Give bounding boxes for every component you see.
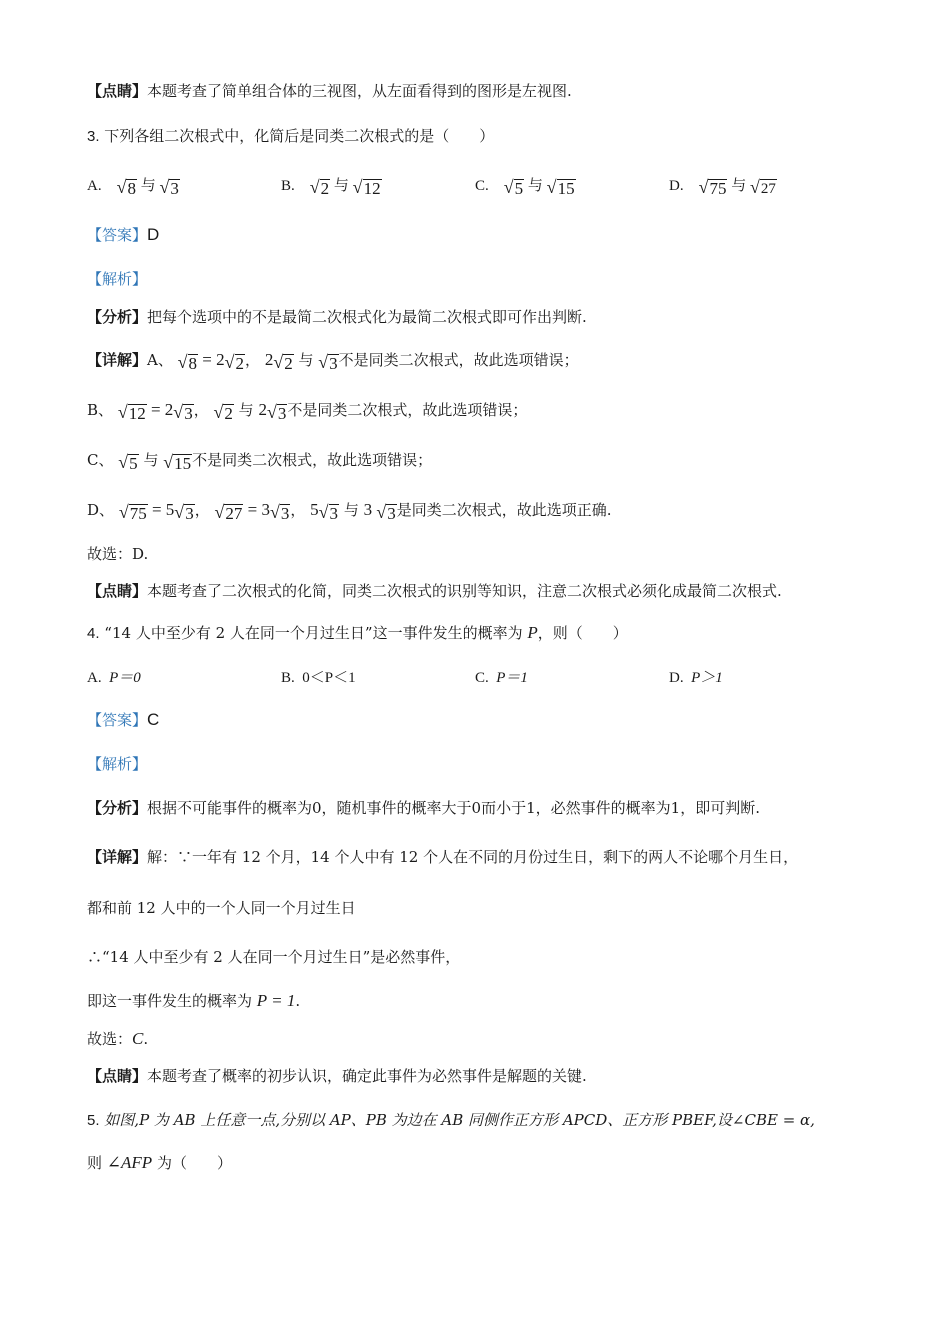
- note-tag: 【点睛】: [87, 82, 148, 100]
- question-number: 3.: [87, 128, 100, 145]
- q4-option-b: B. 0＜P＜1: [281, 670, 356, 686]
- q4-stem: 4. “14 人中至少有 2 人在同一个月过生日”这一事件发生的概率为 P，则（ ）: [87, 623, 628, 642]
- q3-option-b: B. √ 2 与 √ 12: [281, 177, 381, 198]
- q3-detail-d: D、 √ 75 = 5 √ 3 ， √ 27 = 3 √ 3 ， 5 √ 3 与 3 √ 3 是同类二次根式，故此选项正确.: [87, 500, 612, 523]
- q3-option-d: D. √ 75 与 √ 27: [669, 177, 776, 198]
- sqrt: √ 8: [116, 177, 136, 198]
- q4-fenxi: 【分析】根据不可能事件的概率为0，随机事件的概率大于0而小于1，必然事件的概率为1，即可判断.: [87, 799, 760, 817]
- q3-note: 【点睛】本题考查了二次根式的化简，同类二次根式的识别等知识，注意二次根式必须化成最简二次根式.: [87, 582, 782, 600]
- q5-stem-line2: 则 ∠AFP 为（ ）: [87, 1153, 232, 1172]
- q3-answer: [87, 224, 910, 246]
- q5-stem-line1: 5. 如图,P 为 AB 上任意一点,分别以 AP、PB 为边在 AB 同侧作正方形 APCD、正方形 PBEF,设∠CBE = α,: [87, 1111, 815, 1129]
- answer-value: D: [147, 225, 160, 244]
- q4-option-c: C. P＝1: [475, 670, 528, 686]
- q4-analysis-tag: 【解析】: [87, 755, 148, 773]
- q3-analysis-tag: 【解析】: [87, 270, 148, 288]
- q4-detail-2: 都和前 12 人中的一个人同一个月过生日: [87, 899, 356, 917]
- q3-option-a: A. √ 8 与 √ 3: [87, 177, 179, 198]
- q4-detail-4: 即这一事件发生的概率为 P = 1.: [87, 991, 301, 1010]
- q4-option-a: A. P＝0: [87, 670, 141, 686]
- q3-option-c: C. √ 5 与 √ 15: [475, 177, 575, 198]
- q4-choose: 故选：C.: [87, 1029, 149, 1048]
- q4-answer: 【答案】C: [87, 710, 160, 729]
- q3-detail-c: C、 √ 5 与 √ 15 不是同类二次根式，故此选项错误；: [87, 451, 433, 473]
- q3-fenxi: 【分析】把每个选项中的不是最简二次根式化为最简二次根式即可作出判断.: [87, 308, 587, 326]
- q4-note: 【点睛】本题考查了概率的初步认识，确定此事件为必然事件是解题的关键.: [87, 1067, 587, 1085]
- q2-note: [87, 80, 910, 102]
- q3-choose: 故选：D.: [87, 545, 149, 563]
- q3-stem: [87, 125, 910, 148]
- q3-detail-b: B、 √ 12 = 2 √ 3 ， √ 2 与 2 √ 3 不是同类二次根式，故此选项错误；: [87, 400, 528, 423]
- q4-option-d: D. P＞1: [669, 670, 723, 686]
- q4-detail-1: 【详解】解：∵一年有 12 个月，14 个人中有 12 个人在不同的月份过生日，剩下的两人不论哪个月生日，: [87, 848, 799, 866]
- answer-tag: 【答案】: [87, 226, 148, 244]
- sqrt: √ 3: [159, 177, 179, 198]
- note-text: 本题考查了简单组合体的三视图，从左面看得到的图形是左视图.: [147, 82, 572, 100]
- q4-detail-3: ∴“14 人中至少有 2 人在同一个月过生日”是必然事件，: [87, 948, 461, 966]
- q3-detail-a: 【详解】A、 √ 8 = 2 √ 2 ， 2 √ 2 与 √ 3 不是同类二次根式，故此选项错误；: [87, 350, 579, 373]
- question-text: 下列各组二次根式中，化简后是同类二次根式的是（ ）: [104, 127, 495, 145]
